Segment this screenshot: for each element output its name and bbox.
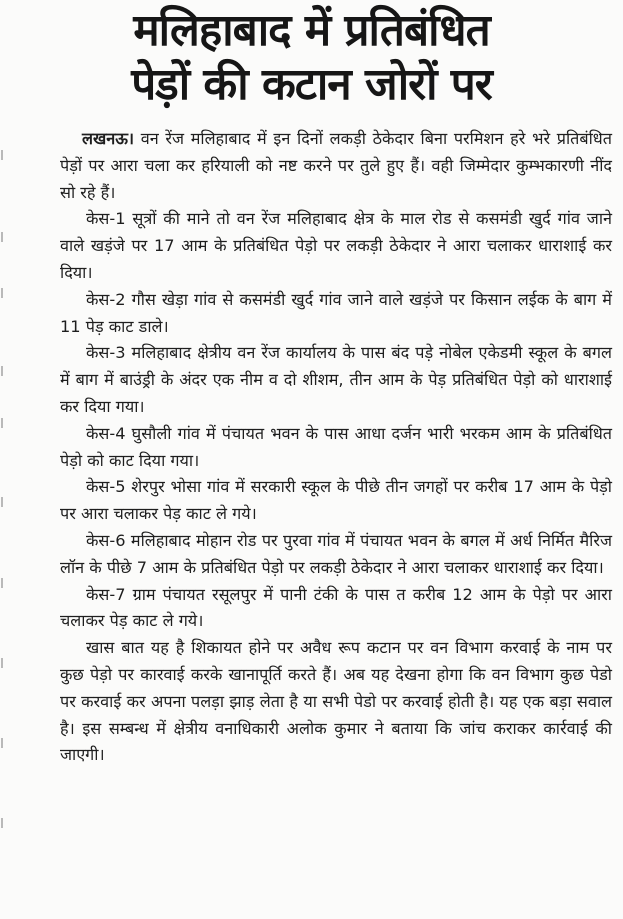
edge-mark [1, 288, 3, 298]
edge-mark [1, 150, 3, 160]
dateline: लखनऊ। [82, 129, 135, 148]
edge-mark [1, 497, 3, 507]
article-headline [0, 0, 623, 112]
edge-mark [1, 578, 3, 588]
closing-paragraph: खास बात यह है शिकायत होने पर अवैध रूप कटान पर वन विभाग करवाई के नाम पर कुछ पेड़ो पर कारवाई करके खानापूर्ति करते हैं। अब यह देखना होगा कि वन विभाग कुछ पेडो पर करवाई कर अपना पलड़ा झाड़ लेता है या सभी पेडो पर करवाई होती है। यह एक बड़ा सवाल है। इस सम्बन्ध में क्षेत्रीय वनाधिकारी अलोक कुमार ने बताया कि जांच कराकर कार्रवाई की जाएगी। [60, 638, 612, 765]
case-7-paragraph: केस-7 ग्राम पंचायत रसूलपुर में पानी टंकी के पास त करीब 12 आम के पेड़ो पर आरा चलाकर पेड़ काट ले गये। [60, 584, 612, 631]
case-1-paragraph: केस-1 सूत्रों की माने तो वन रेंज मलिहाबाद क्षेत्र के माल रोड से कसमंडी खुर्द गांव जाने वाले खड़ंजे पर 17 आम के प्रतिबंधित पेड़ो पर लकड़ी ठेकेदार ने आरा चलाकर धाराशाई कर दिया। [60, 209, 612, 282]
case-3-paragraph: केस-3 मलिहाबाद क्षेत्रीय वन रेंज कार्यालय के पास बंद पड़े नोबेल एकेडमी स्कूल के बगल में बाग में बाउंड्री के अंदर एक नीम व दो शीशम, तीन आम के पेड़ प्रतिबंधित पेड़ो को धाराशाई कर दिया गया। [60, 343, 612, 416]
headline-line-1: मलिहाबाद में प्रतिबंधित [133, 5, 490, 56]
case-2-paragraph: केस-2 गौस खेड़ा गांव से कसमंडी खुर्द गांव जाने वाले खड़ंजे पर किसान लईक के बाग में 11 पेड़ काट डाले। [60, 289, 612, 336]
edge-mark [1, 418, 3, 428]
edge-mark [1, 658, 3, 668]
edge-mark [1, 232, 3, 242]
case-5-paragraph: केस-5 शेरपुर भोसा गांव में सरकारी स्कूल के पीछे तीन जगहों पर करीब 17 आम के पेड़ो पर आरा चलाकर पेड़ काट ले गये। [60, 477, 612, 524]
paragraph-text: वन रेंज मलिहाबाद में इन दिनों लकड़ी ठेकेदार बिना परमिशन हरे भरे प्रतिबंधित पेड़ों पर आरा चला कर हरियाली को नष्ट करने पर तुले हुए हैं। वही जिम्मेदार कुम्भकारणी नींद सो रहे हैं। [60, 129, 612, 202]
case-4-paragraph: केस-4 घुसौली गांव में पंचायत भवन के पास आधा दर्जन भारी भरकम आम के प्रतिबंधित पेड़ो को काट दिया गया। [60, 423, 612, 470]
case-6-paragraph: केस-6 मलिहाबाद मोहान रोड पर पुरवा गांव में पंचायत भवन के बगल में अर्ध निर्मित मैरिज लॉन के पीछे 7 आम के प्रतिबंधित पेड़ो पर लकड़ी ठेकेदार ने आरा चलाकर धाराशाई कर दिया। [60, 530, 612, 577]
edge-mark [1, 818, 3, 828]
intro-paragraph [60, 126, 612, 206]
headline-line-2: पेड़ों की कटान जोरों पर [131, 59, 492, 110]
article-body [60, 126, 612, 769]
edge-mark [1, 366, 3, 376]
left-edge-ruler [0, 0, 6, 919]
edge-mark [1, 738, 3, 748]
